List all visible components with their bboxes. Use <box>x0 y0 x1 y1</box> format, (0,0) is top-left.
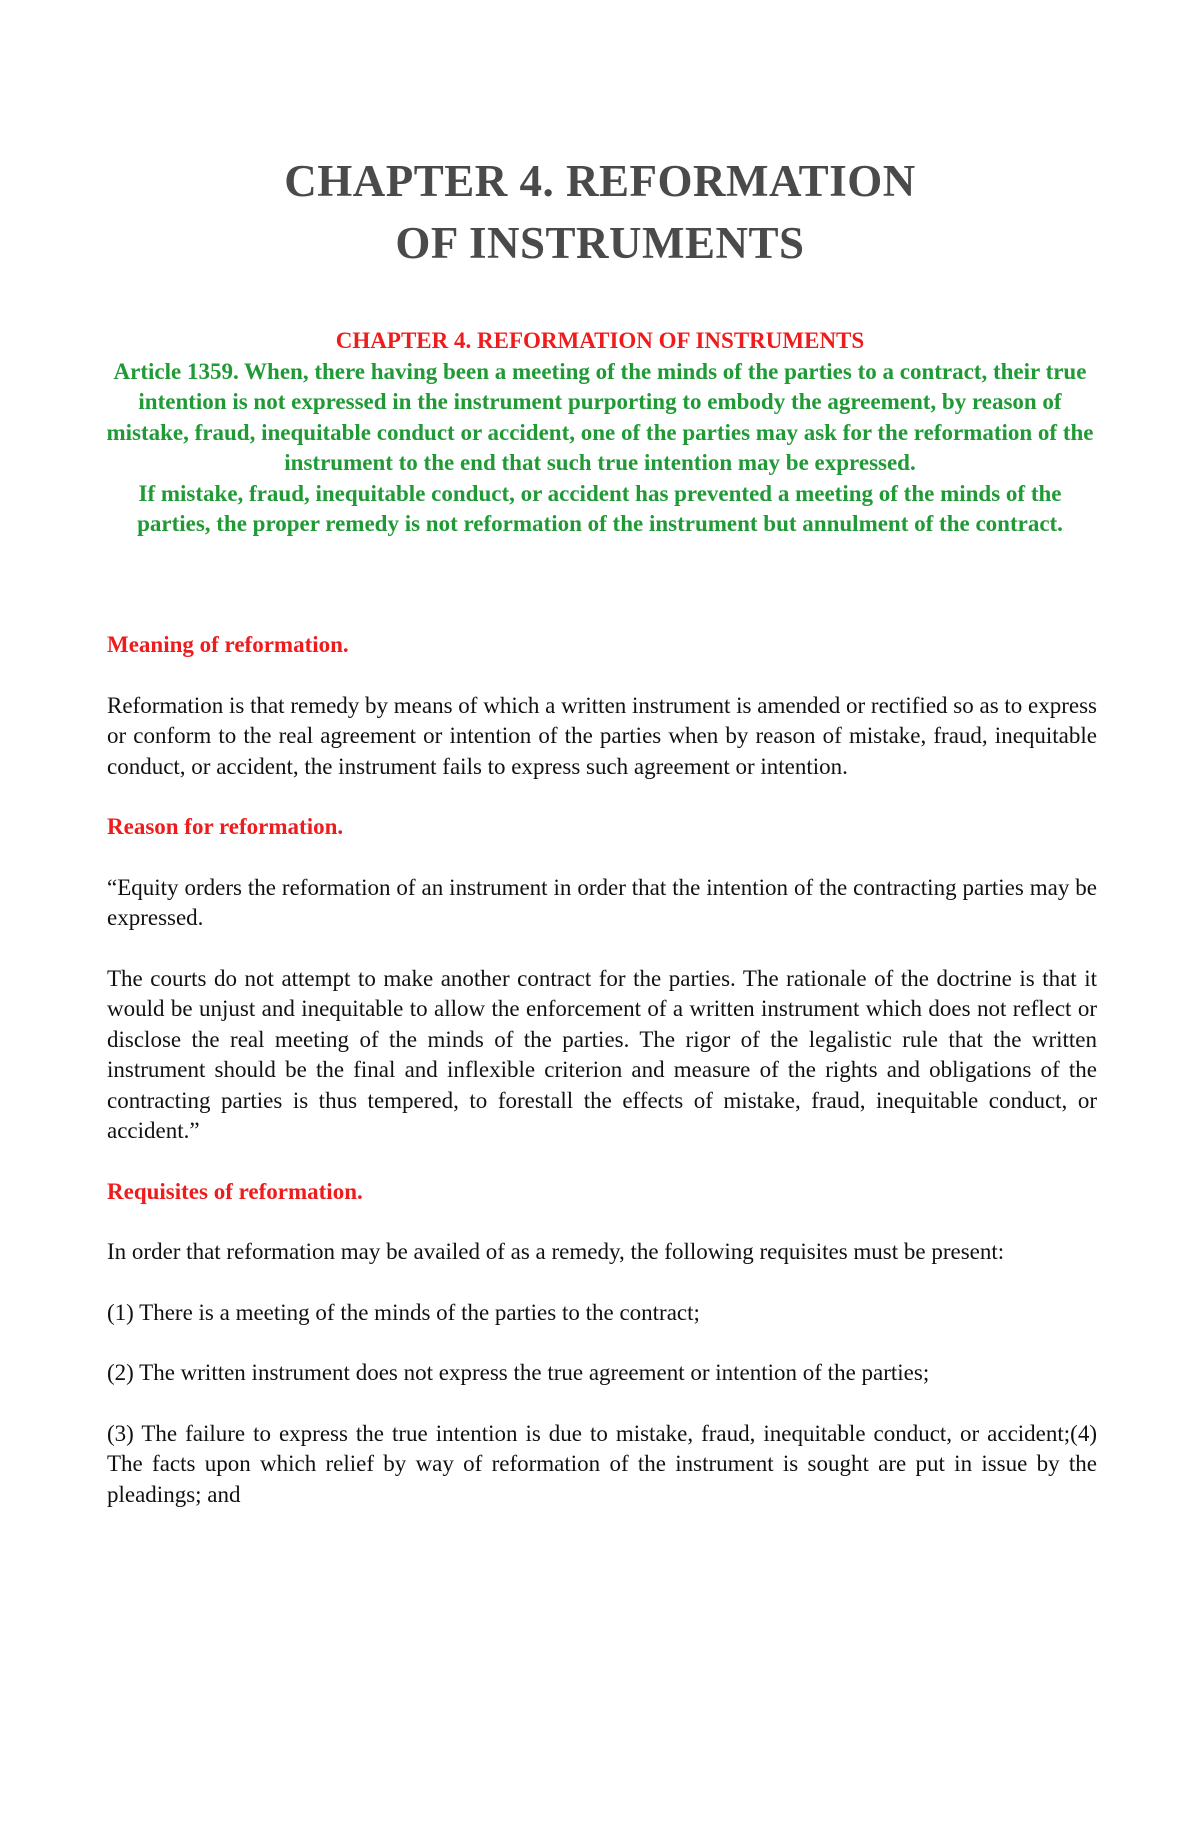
reason-paragraph: The courts do not attempt to make another contract for the parties. The rationale of the doctrine is that it would be unjust and inequitable to allow the enforcement of a written instrument which does not reflect or disclose the real meeting of the minds of the parties. The rigor of the legalistic rule that the written instrument should be the final and inflexible criterion and measure of the rights and obligations of the contracting parties is thus tempered, to forestall the effects of mistake, fraud, inequitable conduct, or accident.” <box>107 965 1097 1143</box>
page-title <box>0 150 1200 274</box>
requisite-item-3: (3) The failure to express the true intention is due to mistake, fraud, inequitable conduct, or accident;(4) The facts upon which relief by way of reformation of the instrument is sought are put in issue by the pleadings; and <box>107 1420 1097 1507</box>
meaning-paragraph: Reformation is that remedy by means of which a written instrument is amended or rectified so as to express or conform to the real agreement or intention of the parties when by reason of mistake, fraud, inequitable conduct, or accident, the instrument fails to express such agreement or intention. <box>107 692 1098 779</box>
reason-quote-paragraph: “Equity orders the reformation of an instrument in order that the intention of the contracting parties may be expressed. <box>107 874 1097 930</box>
section-heading-requisites: Requisites of reformation. <box>107 1178 363 1204</box>
requisites-intro: In order that reformation may be availed of as a remedy, the following requisites must be present: <box>107 1239 1005 1264</box>
section-heading-meaning: Meaning of reformation. <box>107 632 349 657</box>
requisite-item-2: (2) The written instrument does not express the true agreement or intention of the parties; <box>107 1360 930 1385</box>
commentary-body <box>107 630 1097 1540</box>
article-paragraph-2: If mistake, fraud, inequitable conduct, or accident has prevented a meeting of the minds of the parties, the proper remedy is not reformation of the instrument but annulment of the contract. <box>137 480 1063 536</box>
section-heading-reason: Reason for reformation. <box>107 814 344 839</box>
article-paragraph-1: Article 1359. When, there having been a meeting of the minds of the parties to a contract, their true intention is not expressed in the instrument purporting to embody the agreement, by reason of mistake, fraud, inequitable conduct or accident, one of the parties may ask for the reformation of the instrument to the end that such true intention may be expressed. <box>106 358 1094 475</box>
page-title-line-2: OF INSTRUMENTS <box>395 218 805 268</box>
requisite-item-1: (1) There is a meeting of the minds of the parties to the contract; <box>107 1299 700 1325</box>
page-title-line-1: CHAPTER 4. REFORMATION <box>284 156 916 206</box>
article-1359-block <box>100 326 1100 540</box>
chapter-heading: CHAPTER 4. REFORMATION OF INSTRUMENTS <box>335 328 865 353</box>
